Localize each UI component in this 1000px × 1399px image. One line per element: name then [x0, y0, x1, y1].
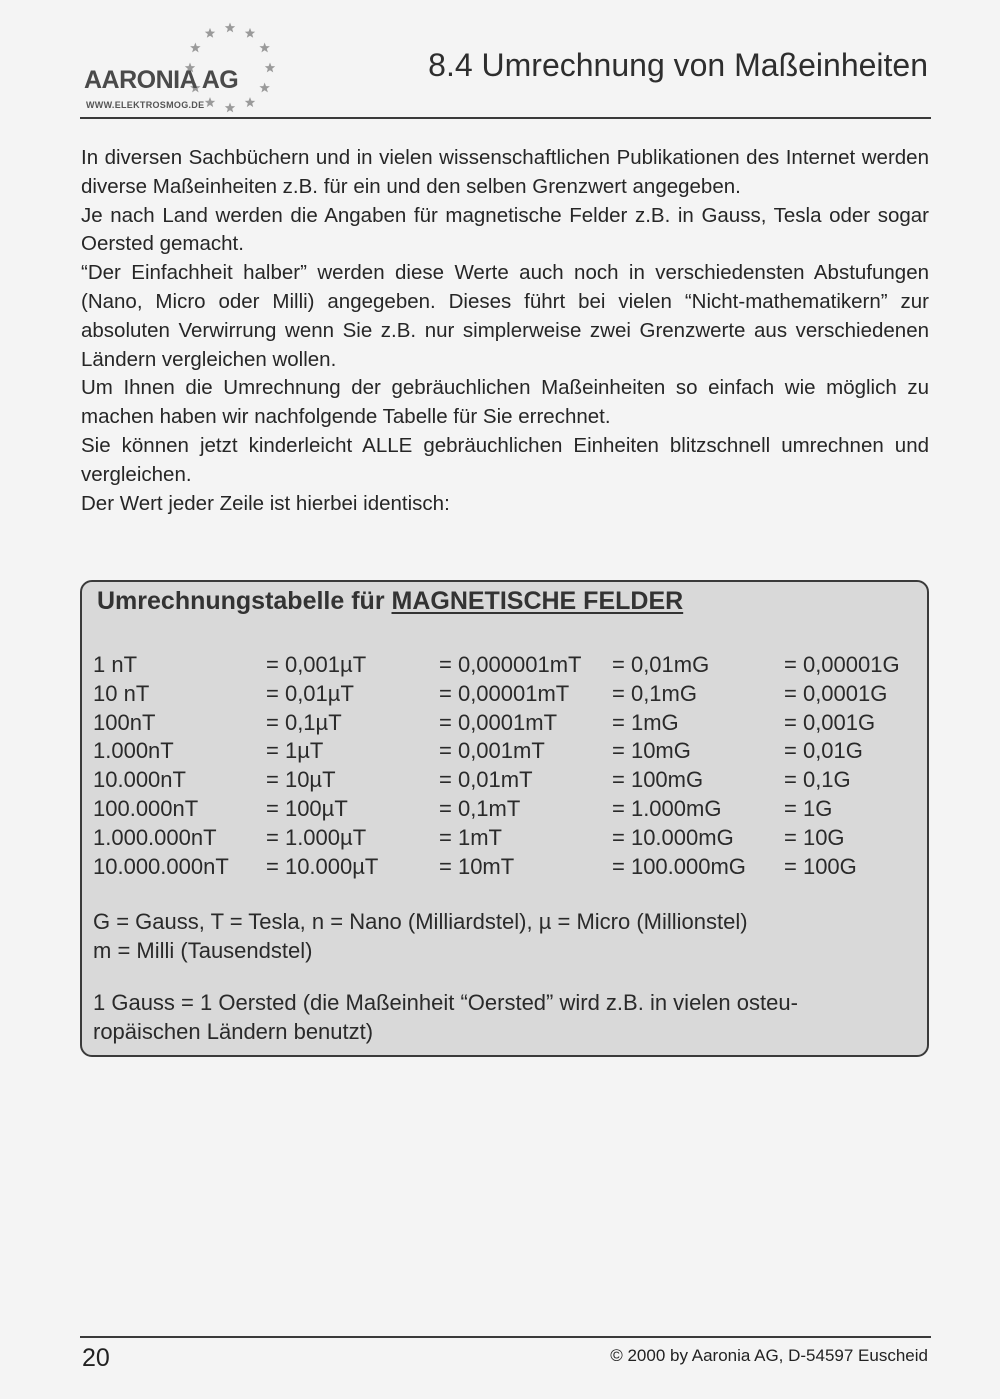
page-title: 8.4 Umrechnung von Maßeinheiten	[428, 47, 928, 83]
star-icon	[205, 28, 215, 38]
legend-line: G = Gauss, T = Tesla, n = Nano (Milliardstel), µ = Micro (Millionstel)	[93, 909, 748, 934]
table-title-highlight: MAGNETISCHE FELDER	[391, 587, 684, 615]
table-cell: 10.000nT	[93, 767, 186, 793]
table-cell: = 1mG	[612, 709, 679, 735]
unit-legend	[93, 907, 748, 965]
table-title-prefix: Umrechnungstabelle für	[97, 587, 392, 615]
table-cell: = 0,01µT	[266, 680, 354, 706]
star-icon	[265, 63, 275, 73]
table-cell: 10 nT	[93, 680, 150, 706]
star-icon	[259, 43, 270, 53]
intro-paragraph: Um Ihnen die Umrechnung der gebräuchlichen Maßeinheiten so einfach wie möglich zu machen haben wir nachfolgende Tabelle für Sie errechnet.	[81, 376, 929, 429]
conversion-table	[93, 652, 900, 882]
logo-brand-text: AARONIA AG	[84, 66, 239, 94]
table-cell: 10.000.000nT	[93, 853, 229, 879]
intro-paragraph: Je nach Land werden die Angaben für magnetische Felder z.B. in Gauss, Tesla oder sogar Oersted gemacht.	[81, 203, 929, 256]
star-icon	[259, 83, 270, 93]
intro-paragraph: “Der Einfachheit halber” werden diese Werte auch noch in verschiedensten Abstufungen (Nano, Micro oder Milli) angegeben. Dieses führt bei vielen “Nicht-mathematikern” zur absoluten Verwirrung wenn Sie z.B. nur simplerweise zwei Grenzwerte aus verschiedenen Ländern vergleichen wollen.	[81, 261, 929, 371]
table-cell: = 0,1µT	[266, 709, 342, 735]
table-cell: = 10µT	[266, 767, 336, 793]
table-cell: = 0,001G	[784, 709, 876, 735]
note-line: ropäischen Ländern benutzt)	[93, 1019, 374, 1044]
table-cell: = 100G	[784, 853, 857, 879]
star-icon	[245, 97, 255, 107]
star-icon	[225, 23, 235, 33]
table-cell: = 10mT	[439, 853, 515, 879]
star-icon	[190, 43, 201, 53]
intro-paragraph: Der Wert jeder Zeile ist hierbei identisch:	[81, 491, 450, 515]
logo-url-text: WWW.ELEKTROSMOG.DE	[86, 100, 205, 110]
table-cell: = 10.000mG	[612, 824, 734, 850]
oersted-note	[93, 988, 913, 1046]
star-icon	[245, 28, 255, 38]
table-cell: 1.000.000nT	[93, 824, 217, 850]
table-cell: = 0,000001mT	[439, 652, 582, 677]
table-cell: = 0,1G	[784, 767, 851, 793]
table-cell: = 10.000µT	[266, 853, 379, 879]
footer-divider	[80, 1336, 931, 1338]
conversion-table-title	[97, 587, 683, 616]
intro-paragraph: In diversen Sachbüchern und in vielen wissenschaftlichen Publikationen des Internet werden diverse Maßeinheiten z.B. für ein und den selben Grenzwert angegeben.	[81, 146, 929, 198]
table-cell: = 100.000mG	[612, 853, 746, 879]
table-cell: 1.000nT	[93, 738, 174, 764]
table-cell: = 0,1mT	[439, 795, 521, 821]
table-cell: = 0,01mT	[439, 767, 533, 793]
table-cell: = 1µT	[266, 738, 324, 764]
table-cell: = 100µT	[266, 795, 348, 821]
intro-text	[81, 144, 929, 518]
table-cell: 1 nT	[93, 652, 138, 677]
star-icon	[205, 97, 215, 107]
table-cell: = 10mG	[612, 738, 691, 764]
table-cell: = 1.000µT	[266, 824, 367, 850]
table-cell: 100nT	[93, 709, 156, 735]
table-cell: = 100mG	[612, 767, 704, 793]
table-cell: = 1mT	[439, 824, 502, 850]
company-logo	[80, 18, 280, 118]
table-cell: = 10G	[784, 824, 845, 850]
page-number: 20	[82, 1344, 110, 1372]
table-cell: = 0,0001G	[784, 680, 888, 706]
table-cell: 100.000nT	[93, 795, 199, 821]
table-cell: = 0,00001mT	[439, 680, 570, 706]
table-cell: = 1G	[784, 795, 833, 821]
intro-paragraph: Sie können jetzt kinderleicht ALLE gebräuchlichen Einheiten blitzschnell umrechnen und vergleichen.	[81, 433, 929, 486]
header-divider	[80, 117, 931, 119]
table-cell: = 0,001µT	[266, 652, 367, 677]
legend-line: m = Milli (Tausendstel)	[93, 938, 313, 963]
table-cell: = 0,001mT	[439, 738, 545, 764]
table-cell: = 0,1mG	[612, 680, 697, 706]
conversion-table-box	[80, 580, 929, 1057]
star-icon	[225, 103, 235, 113]
table-cell: = 1.000mG	[612, 795, 722, 821]
table-cell: = 0,00001G	[784, 652, 900, 677]
copyright-notice: © 2000 by Aaronia AG, D-54597 Euscheid	[610, 1346, 928, 1365]
table-cell: = 0,0001mT	[439, 709, 558, 735]
table-cell: = 0,01G	[784, 738, 863, 764]
table-cell: = 0,01mG	[612, 652, 710, 677]
note-line: 1 Gauss = 1 Oersted (die Maßeinheit “Oersted” wird z.B. in vielen osteu-	[93, 990, 798, 1015]
